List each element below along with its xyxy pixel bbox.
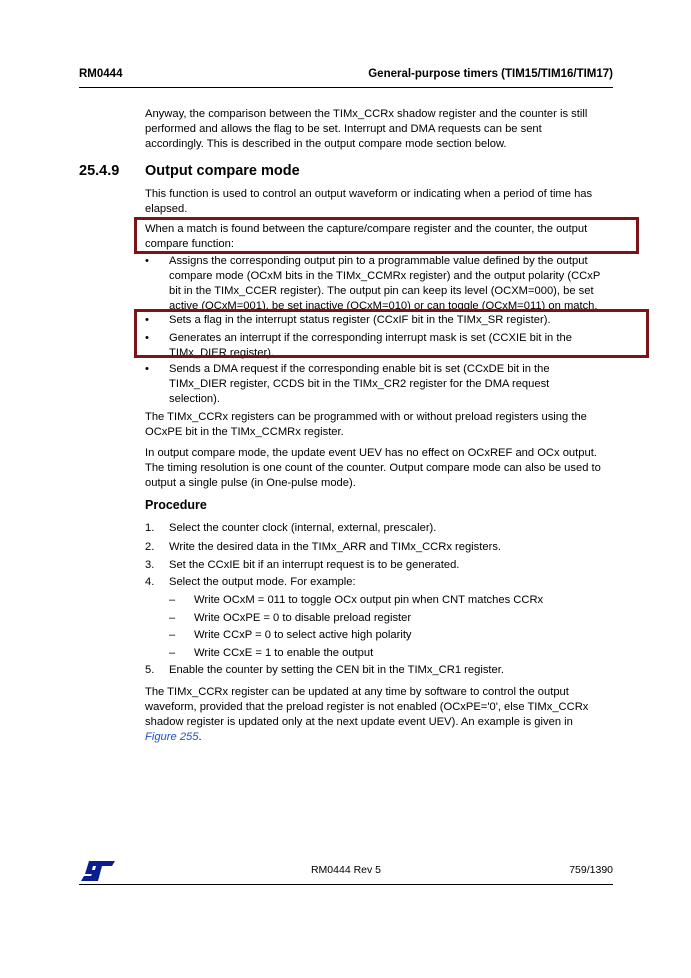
step-number: 4.	[145, 576, 155, 588]
procedure-heading: Procedure	[145, 498, 207, 512]
step-text: Write the desired data in the TIMx_ARR and TIMx_CCRx registers.	[169, 541, 502, 553]
text-line: This function is used to control an output waveform or indicating when a period of time has	[145, 188, 593, 200]
text-line: active (OCxM=001), be set inactive (OCxM=010) or can toggle (OCxM=011) on match.	[169, 300, 598, 312]
highlight-box	[134, 309, 649, 358]
paragraph-function	[145, 187, 615, 217]
bullet-marker: •	[145, 332, 149, 344]
section-title: Output compare mode	[145, 163, 300, 179]
page-header	[79, 68, 613, 84]
text-line: compare mode (OCxM bits in the TIMx_CCMRx register) and the output polarity (CCxP	[169, 270, 601, 282]
text-line: Assigns the corresponding output pin to a programmable value defined by the output	[169, 255, 588, 267]
text-line: Anyway, the comparison between the TIMx_CCRx shadow register and the counter is still	[145, 108, 588, 120]
substep-text: Write CCxE = 1 to enable the output	[194, 647, 374, 659]
text-line: selection).	[169, 393, 220, 405]
text-line: performed and allows the flag to be set. Interrupt and DMA requests can be sent	[145, 123, 542, 135]
text-line: bit in the TIMx_CCER register). The output pin can keep its level (OCXM=000), be set	[169, 285, 594, 297]
figure-link[interactable]: Figure 255	[145, 731, 199, 743]
bullet-item	[169, 362, 615, 407]
footer-page-number: 759/1390	[569, 864, 613, 876]
text-line: The timing resolution is one count of the counter. Output compare mode can also be used to	[145, 462, 601, 474]
text-line: OCxPE bit in the TIMx_CCMRx register.	[145, 426, 344, 438]
substep-dash: –	[169, 594, 176, 606]
step-number: 3.	[145, 559, 155, 571]
step-text: Set the CCxIE bit if an interrupt request is to be generated.	[169, 559, 460, 571]
text-line: elapsed.	[145, 203, 188, 215]
bullet-marker: •	[145, 314, 149, 326]
bullet-marker: •	[145, 363, 149, 375]
paragraph-uev	[145, 446, 615, 491]
section-heading	[79, 163, 300, 179]
step-number: 2.	[145, 541, 155, 553]
text-line: accordingly. This is described in the output compare mode section below.	[145, 138, 507, 150]
highlight-box	[134, 217, 639, 254]
step-number: 5.	[145, 664, 155, 676]
text-line: Sends a DMA request if the corresponding enable bit is set (CCxDE bit in the	[169, 363, 550, 375]
step-text: Select the output mode. For example:	[169, 576, 356, 588]
intro-paragraph	[145, 107, 615, 152]
section-number: 25.4.9	[79, 163, 120, 179]
text-line: shadow register is updated only at the next update event UEV). An example is given in	[145, 716, 573, 728]
bullet-item	[169, 254, 615, 314]
step-text: Select the counter clock (internal, external, prescaler).	[169, 522, 437, 534]
link-suffix: .	[198, 731, 202, 743]
header-chapter-title: General-purpose timers (TIM15/TIM16/TIM17)	[368, 68, 613, 80]
substep-text: Write OCxM = 011 to toggle OCx output pin when CNT matches CCRx	[194, 594, 544, 606]
substep-text: Write OCxPE = 0 to disable preload register	[194, 612, 412, 624]
text-line: output a single pulse (in One-pulse mode).	[145, 477, 356, 489]
footer-revision: RM0444 Rev 5	[310, 864, 382, 876]
paragraph-preload	[145, 410, 615, 440]
step-number: 1.	[145, 522, 155, 534]
header-divider	[79, 87, 613, 88]
text-line: compare function:	[145, 238, 234, 250]
text-line: Sets a flag in the interrupt status register (CCxIF bit in the TIMx_SR register).	[169, 314, 551, 326]
footer-divider	[79, 884, 613, 885]
text-line: TIMx_DIER register).	[169, 347, 275, 359]
bullet-marker: •	[145, 255, 149, 267]
paragraph-update	[145, 685, 615, 745]
text-line: The TIMx_CCRx registers can be programmed with or without preload registers using the	[145, 411, 587, 423]
substep-text: Write CCxP = 0 to select active high polarity	[194, 629, 412, 641]
header-doc-id: RM0444	[79, 68, 123, 80]
text-line: In output compare mode, the update event UEV has no effect on OCxREF and OCx output.	[145, 447, 597, 459]
text-line: waveform, provided that the preload register is not enabled (OCxPE='0', else TIMx_CCRx	[145, 701, 589, 713]
text-line: When a match is found between the capture/compare register and the counter, the output	[145, 223, 588, 235]
text-line: TIMx_DIER register, CCDS bit in the TIMx_CR2 register for the DMA request	[169, 378, 550, 390]
step-text: Enable the counter by setting the CEN bit in the TIMx_CR1 register.	[169, 664, 504, 676]
substep-dash: –	[169, 629, 176, 641]
substep-dash: –	[169, 612, 176, 624]
text-line	[145, 730, 615, 745]
text-line: The TIMx_CCRx register can be updated at any time by software to control the output	[145, 686, 569, 698]
text-line: Generates an interrupt if the corresponding interrupt mask is set (CCXIE bit in the	[169, 332, 572, 344]
substep-dash: –	[169, 647, 176, 659]
